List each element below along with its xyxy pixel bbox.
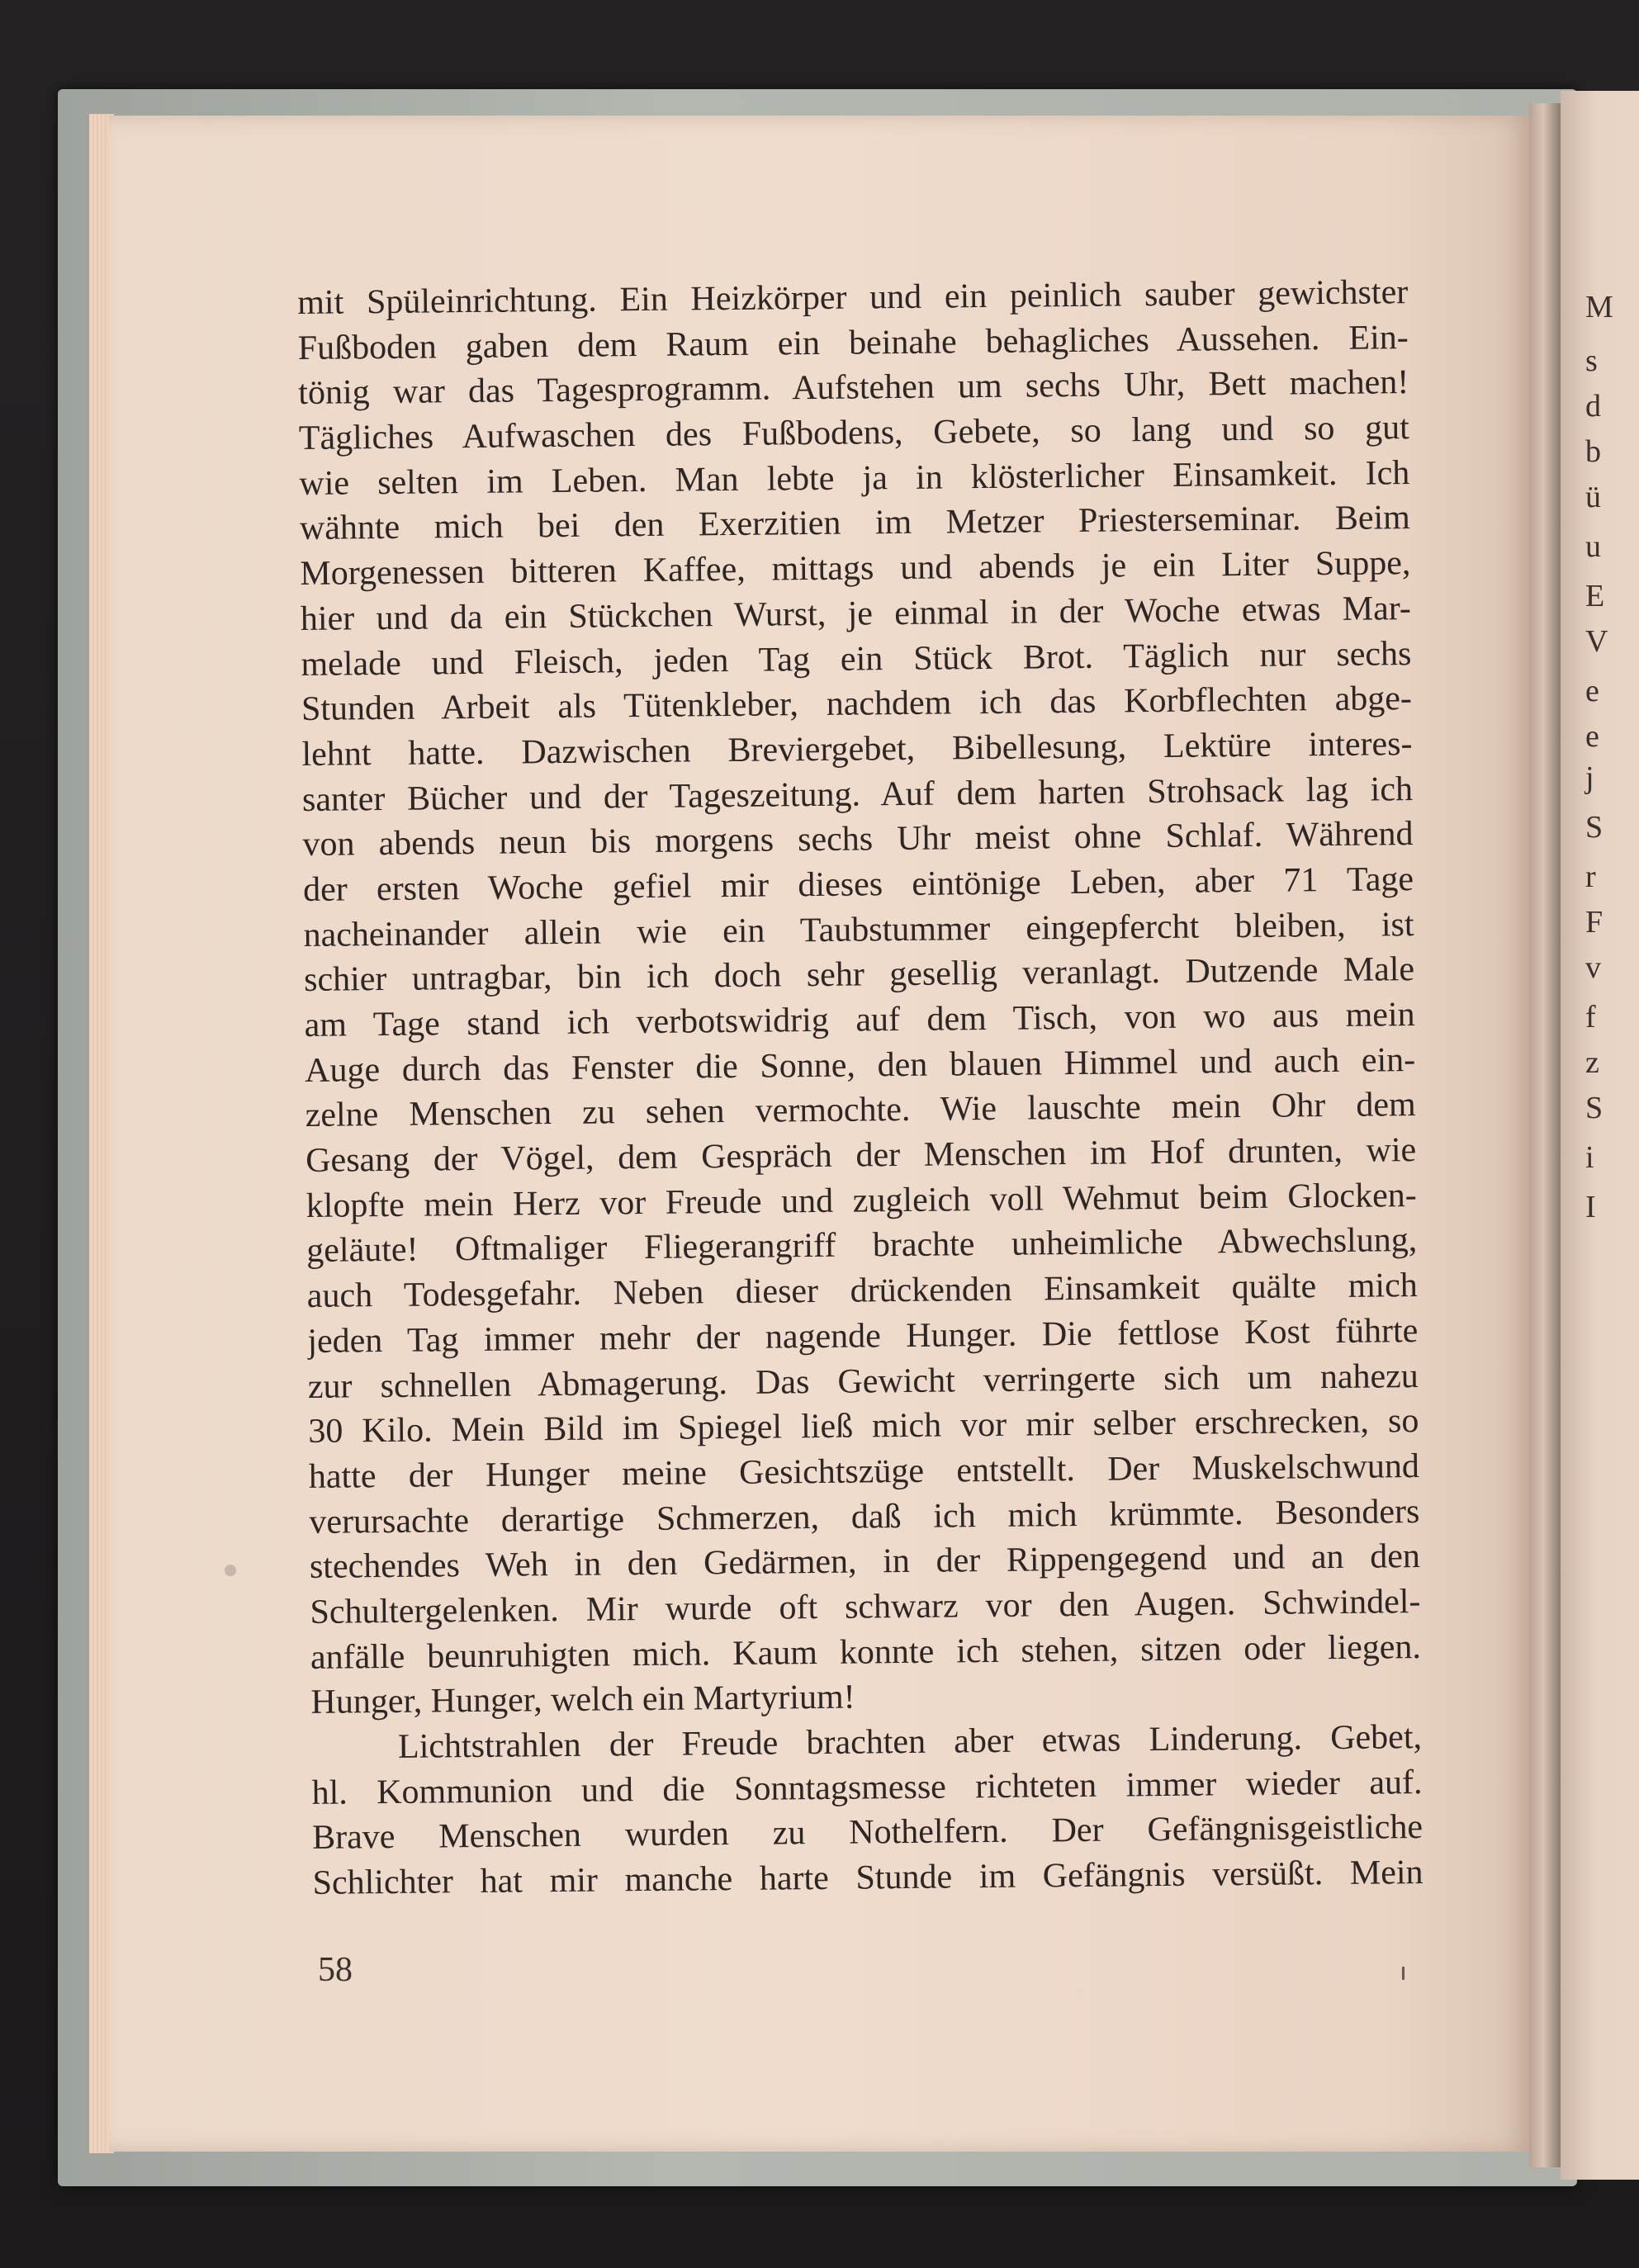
text-line: zur schnellen Abmagerung. Das Gewicht verringerte sich um nahezu <box>307 1357 1419 1406</box>
text-line: lehnt hatte. Dazwischen Breviergebet, Bibellesung, Lektüre interes- <box>301 724 1413 774</box>
text-line: am Tage stand ich verbotswidrig auf dem Tisch, von wo aus mein <box>304 996 1415 1044</box>
facing-page-letter: v <box>1585 950 1601 985</box>
text-line: Schultergelenken. Mir wurde oft schwarz vor den Augen. Schwindel- <box>310 1582 1421 1631</box>
text-line: schier untragbar, bin ich doch sehr gesellig veranlagt. Dutzende Male <box>303 950 1415 1000</box>
facing-page-letter: z <box>1585 1045 1599 1080</box>
facing-page-letter: i <box>1585 1140 1594 1175</box>
book-gutter <box>1529 103 1561 2167</box>
facing-page-letter: e <box>1585 674 1599 708</box>
facing-page-letter: j <box>1585 760 1594 795</box>
text-line: Stunden Arbeit als Tütenkleber, nachdem ich das Korbflechten abge- <box>301 679 1413 729</box>
page-text-block <box>297 270 1423 1906</box>
facing-page-letter: E <box>1585 579 1605 613</box>
facing-page-letter: V <box>1585 624 1608 659</box>
dust-speck <box>225 1565 236 1576</box>
text-line: Hunger, Hunger, welch ein Martyrium! <box>310 1678 855 1722</box>
text-line: hier und da ein Stückchen Wurst, je einmal in der Woche etwas Mar- <box>300 589 1412 638</box>
facing-page-letter: r <box>1585 859 1596 894</box>
text-line: mit Spüleinrichtung. Ein Heizkörper und ein peinlich sauber gewichster <box>297 273 1409 322</box>
text-line: nacheinander allein wie ein Taubstummer eingepfercht bleiben, ist <box>303 905 1414 954</box>
text-line: der ersten Woche gefiel mir dieses eintönige Leben, aber 71 Tage <box>302 859 1414 909</box>
text-line: zelne Menschen zu sehen vermochte. Wie lauschte mein Ohr dem <box>305 1086 1416 1135</box>
text-line: klopfte mein Herz vor Freude und zugleich voll Wehmut beim Glocken- <box>306 1176 1417 1225</box>
text-line: Gesang der Vögel, dem Gespräch der Menschen im Hof drunten, wie <box>306 1131 1417 1181</box>
facing-page-letter: F <box>1585 905 1603 940</box>
text-line: auch Todesgefahr. Neben dieser drückenden Einsamkeit quälte mich <box>306 1267 1418 1316</box>
text-line: anfälle beunruhigten mich. Kaum konnte ich stehen, sitzen oder liegen. <box>310 1627 1422 1677</box>
text-line: Auge durch das Fenster die Sonne, den blauen Himmel und auch ein- <box>304 1040 1416 1090</box>
page-number: 58 <box>318 1951 353 1989</box>
text-line: verursachte derartige Schmerzen, daß ich mich krümmte. Besonders <box>309 1492 1420 1541</box>
facing-page-letter: f <box>1585 1000 1596 1035</box>
text-line: santer Bücher und der Tageszeitung. Auf dem harten Strohsack lag ich <box>301 769 1414 819</box>
text-line: hl. Kommunion und die Sonntagsmesse richteten immer wieder auf. <box>311 1763 1423 1812</box>
facing-page-letter: I <box>1585 1190 1596 1224</box>
facing-page-letter: d <box>1585 389 1601 424</box>
facing-page-letter: M <box>1585 290 1613 324</box>
text-line: stechendes Weh in den Gedärmen, in der Rippengegend und an den <box>309 1537 1421 1587</box>
facing-page-letter: e <box>1585 719 1599 754</box>
text-line: Fußboden gaben dem Raum ein beinahe behagliches Aussehen. Ein- <box>297 318 1409 367</box>
facing-page-letter: ü <box>1585 480 1601 514</box>
text-line: tönig war das Tagesprogramm. Aufstehen um sechs Uhr, Bett machen! <box>298 363 1409 413</box>
text-line: geläute! Oftmaliger Fliegerangriff brachte unheimliche Abwechslung, <box>306 1221 1418 1271</box>
text-line: Brave Menschen wurden zu Nothelfern. Der Gefängnisgeistliche <box>311 1808 1423 1858</box>
facing-page-letter: s <box>1585 343 1598 378</box>
text-line: melade und Fleisch, jeden Tag ein Stück Brot. Täglich nur sechs <box>301 634 1412 684</box>
text-line: wähnte mich bei den Exerzitien im Metzer Priesterseminar. Beim <box>299 499 1411 548</box>
text-line: Tägliches Aufwaschen des Fußbodens, Gebete, so lang und so gut <box>298 409 1409 458</box>
book-page-right-partial <box>1561 91 1639 2180</box>
text-line: hatte der Hunger meine Gesichtszüge entstellt. Der Muskelschwund <box>308 1447 1420 1496</box>
text-line: 30 Kilo. Mein Bild im Spiegel ließ mich vor mir selber erschrecken, so <box>308 1402 1419 1451</box>
text-line: Morgenessen bitteren Kaffee, mittags und abends je ein Liter Suppe, <box>300 544 1411 594</box>
text-line: Lichtstrahlen der Freude brachten aber etwas Linderung. Gebet, <box>397 1718 1423 1766</box>
stray-ink-mark <box>1402 1967 1405 1980</box>
text-line: wie selten im Leben. Man lebte ja in klösterlicher Einsamkeit. Ich <box>299 453 1410 503</box>
facing-page-letter: S <box>1585 810 1603 845</box>
text-line: Schlichter hat mir manche harte Stunde im Gefängnis versüßt. Mein <box>312 1854 1423 1902</box>
facing-page-letter: u <box>1585 529 1601 564</box>
text-line: von abends neun bis morgens sechs Uhr meist ohne Schlaf. Während <box>302 815 1414 864</box>
facing-page-letter: b <box>1585 434 1601 469</box>
facing-page-letter: S <box>1585 1091 1603 1125</box>
text-line: jeden Tag immer mehr der nagende Hunger. Die fettlose Kost führte <box>307 1311 1419 1361</box>
